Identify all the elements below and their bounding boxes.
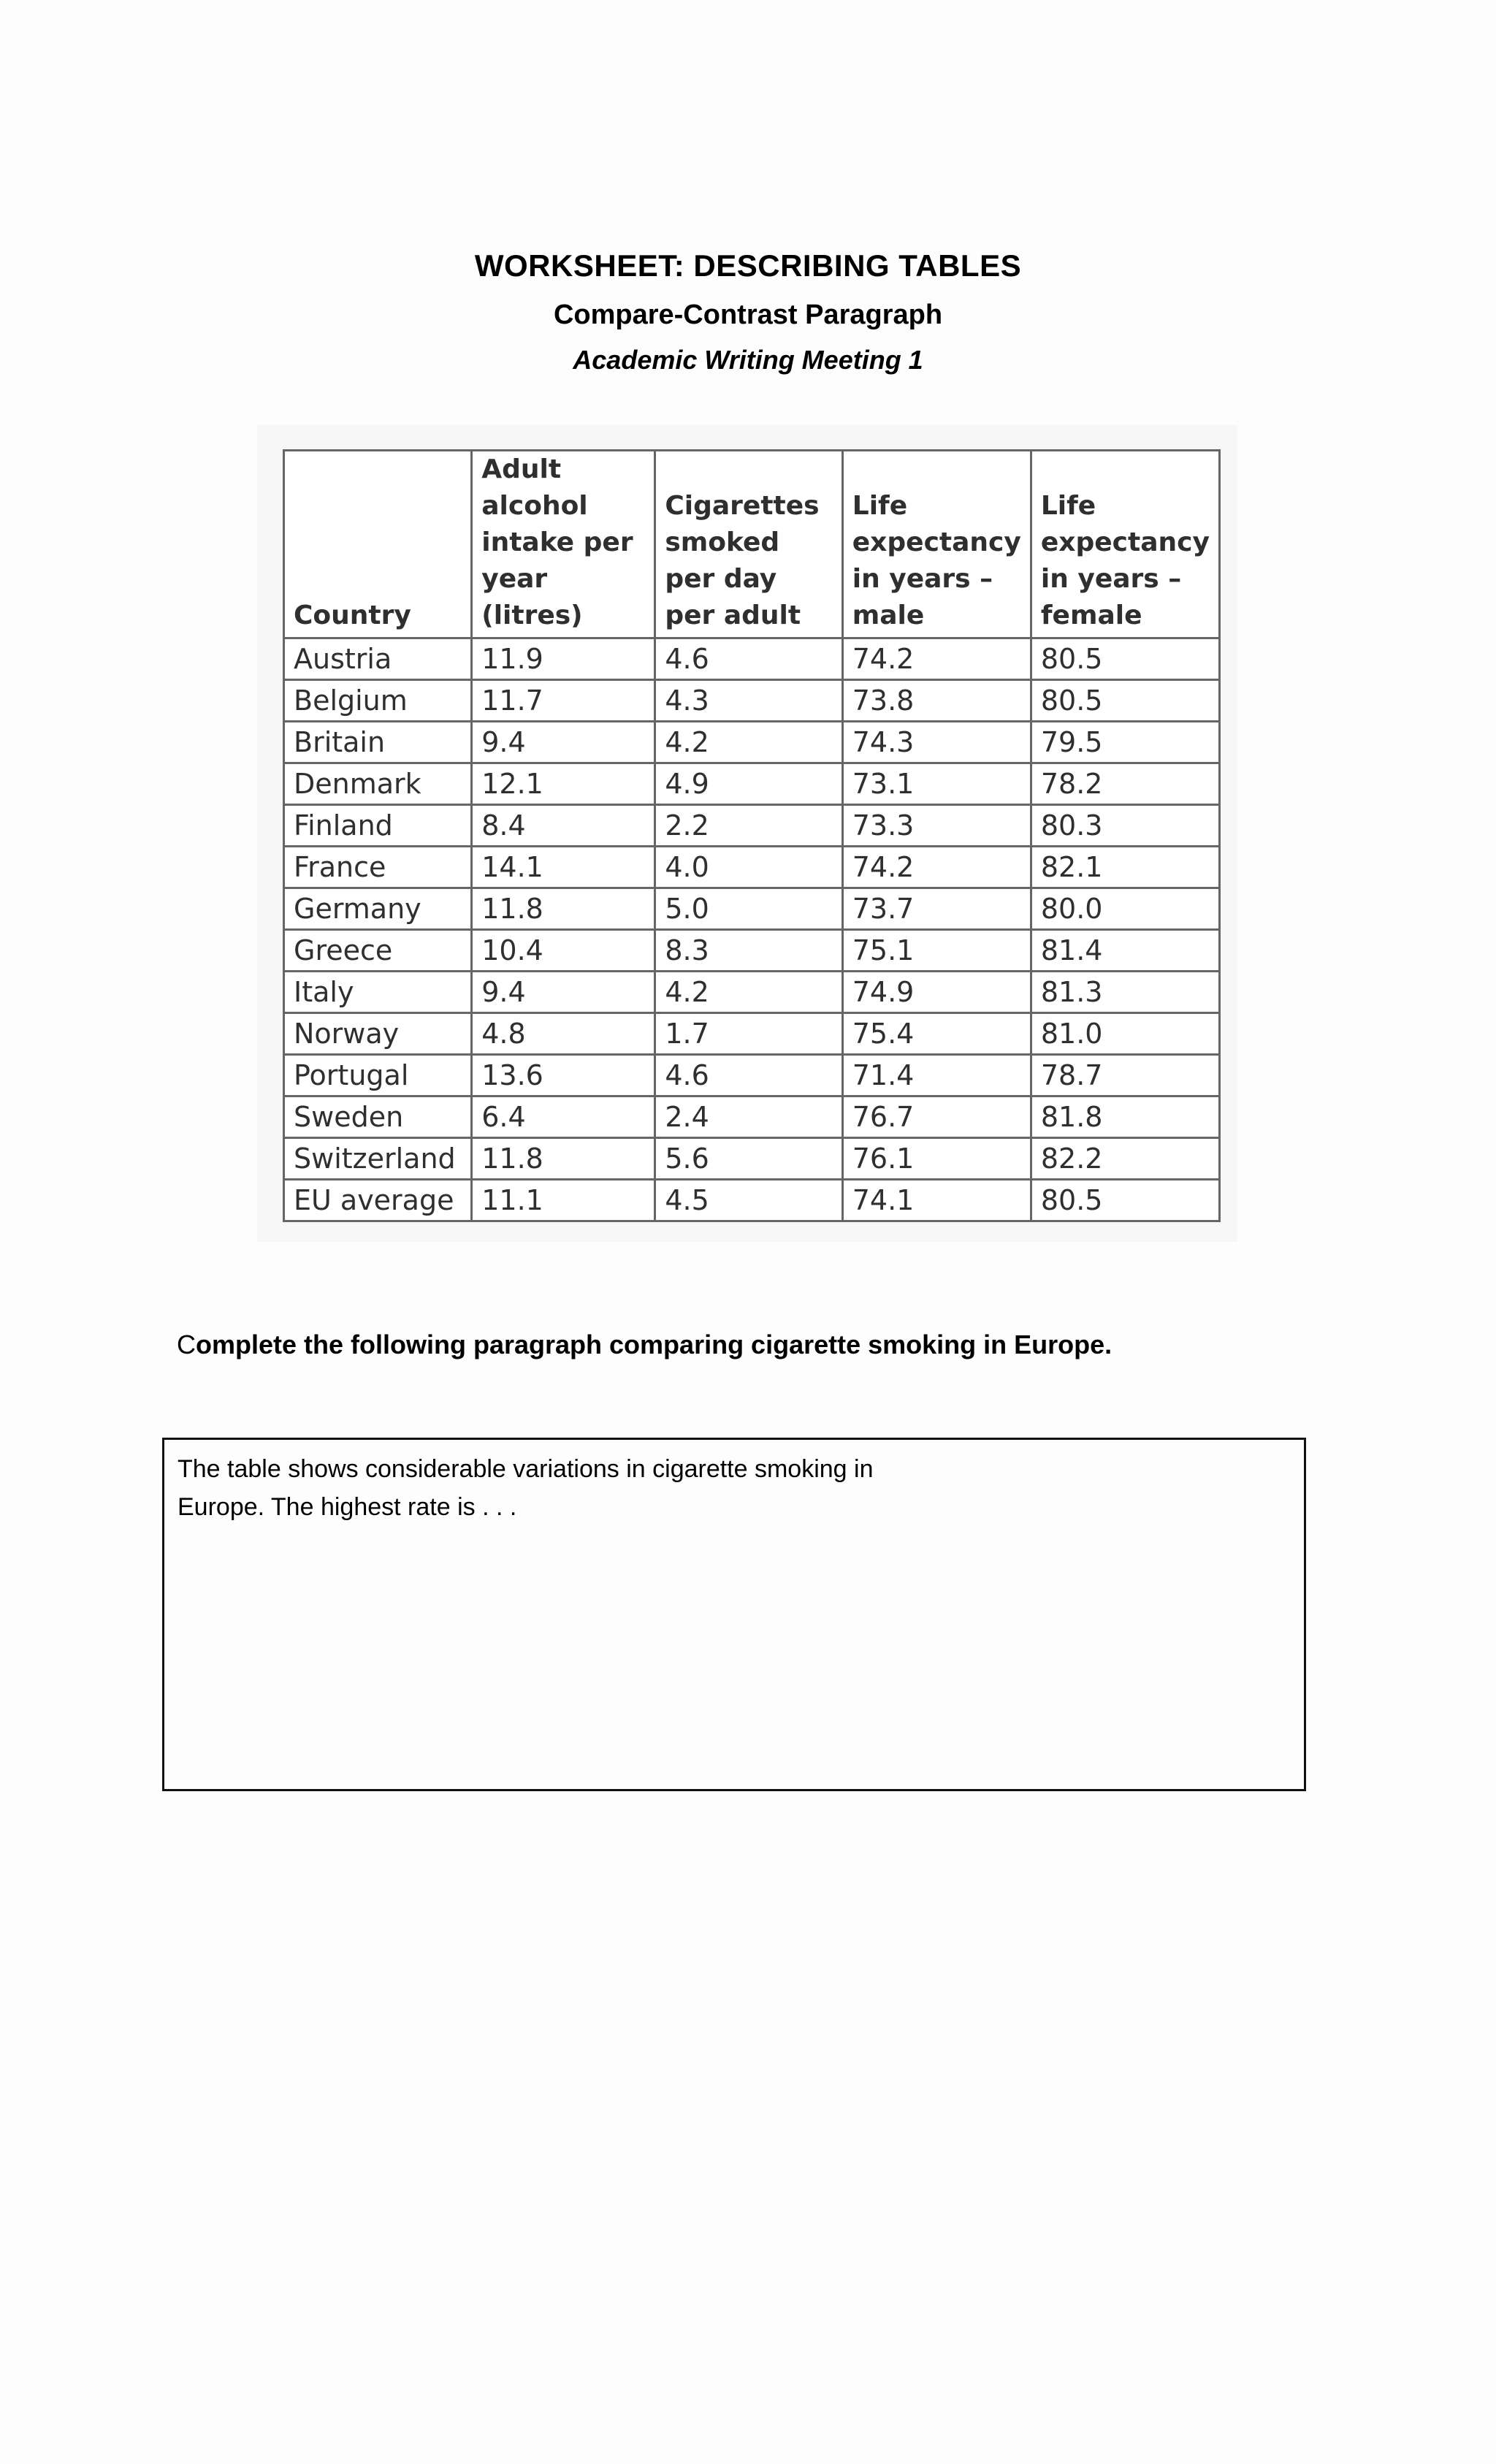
table-row — [284, 1096, 1220, 1138]
table-row — [284, 847, 1220, 888]
cell-country: France — [284, 847, 472, 888]
cell-country: Belgium — [284, 680, 472, 722]
cell-country: Italy — [284, 972, 472, 1013]
cell-life-male: 73.7 — [842, 888, 1031, 930]
table-row — [284, 722, 1220, 763]
cell-life-male: 73.8 — [842, 680, 1031, 722]
cell-country: Germany — [284, 888, 472, 930]
cell-life-female: 78.7 — [1031, 1055, 1219, 1096]
cell-cigarettes: 4.5 — [655, 1180, 842, 1221]
cell-cigarettes: 2.4 — [655, 1096, 842, 1138]
cell-alcohol: 12.1 — [472, 763, 655, 805]
cell-country: Sweden — [284, 1096, 472, 1138]
column-header-life-female: Life expectancy in years – female — [1031, 451, 1219, 638]
cell-life-male: 76.1 — [842, 1138, 1031, 1180]
table-row — [284, 805, 1220, 847]
cell-life-male: 73.3 — [842, 805, 1031, 847]
cell-country: Greece — [284, 930, 472, 972]
cell-life-male: 73.1 — [842, 763, 1031, 805]
cell-cigarettes: 4.3 — [655, 680, 842, 722]
cell-country: Austria — [284, 638, 472, 680]
cell-life-male: 74.1 — [842, 1180, 1031, 1221]
cell-cigarettes: 4.9 — [655, 763, 842, 805]
cell-cigarettes: 4.2 — [655, 722, 842, 763]
cell-cigarettes: 2.2 — [655, 805, 842, 847]
cell-country: Finland — [284, 805, 472, 847]
table-row — [284, 1055, 1220, 1096]
cell-life-male: 71.4 — [842, 1055, 1031, 1096]
cell-cigarettes: 5.6 — [655, 1138, 842, 1180]
cell-life-male: 74.2 — [842, 638, 1031, 680]
instruction-text — [177, 1330, 1112, 1360]
cell-country: EU average — [284, 1180, 472, 1221]
cell-alcohol: 11.7 — [472, 680, 655, 722]
cell-life-female: 81.4 — [1031, 930, 1219, 972]
table-row — [284, 1013, 1220, 1055]
cell-cigarettes: 1.7 — [655, 1013, 842, 1055]
column-header-country: Country — [284, 451, 472, 638]
table-header-row — [284, 451, 1220, 638]
table-row — [284, 888, 1220, 930]
cell-life-female: 82.2 — [1031, 1138, 1219, 1180]
cell-life-female: 81.3 — [1031, 972, 1219, 1013]
cell-life-female: 81.0 — [1031, 1013, 1219, 1055]
cell-life-male: 75.4 — [842, 1013, 1031, 1055]
cell-cigarettes: 4.0 — [655, 847, 842, 888]
cell-cigarettes: 5.0 — [655, 888, 842, 930]
cell-life-female: 79.5 — [1031, 722, 1219, 763]
cell-country: Portugal — [284, 1055, 472, 1096]
cell-life-male: 74.9 — [842, 972, 1031, 1013]
cell-cigarettes: 4.6 — [655, 638, 842, 680]
cell-alcohol: 4.8 — [472, 1013, 655, 1055]
cell-life-male: 74.3 — [842, 722, 1031, 763]
table-row — [284, 1138, 1220, 1180]
cell-country: Denmark — [284, 763, 472, 805]
cell-alcohol: 9.4 — [472, 722, 655, 763]
cell-cigarettes: 4.2 — [655, 972, 842, 1013]
cell-life-female: 80.3 — [1031, 805, 1219, 847]
worksheet-title: WORKSHEET: DESCRIBING TABLES — [474, 248, 1022, 283]
cell-life-male: 75.1 — [842, 930, 1031, 972]
cell-country: Switzerland — [284, 1138, 472, 1180]
cell-alcohol: 13.6 — [472, 1055, 655, 1096]
instruction-first-letter: C — [177, 1330, 196, 1359]
cell-cigarettes: 4.6 — [655, 1055, 842, 1096]
cell-alcohol: 8.4 — [472, 805, 655, 847]
cell-alcohol: 10.4 — [472, 930, 655, 972]
meeting-label: Academic Writing Meeting 1 — [573, 345, 923, 375]
answer-line-1: The table shows considerable variations in cigarette smoking in — [178, 1455, 874, 1483]
cell-alcohol: 9.4 — [472, 972, 655, 1013]
table-body — [284, 638, 1220, 1221]
cell-alcohol: 11.8 — [472, 1138, 655, 1180]
instruction-rest: omplete the following paragraph comparing cigarette smoking in Europe. — [196, 1330, 1113, 1359]
cell-life-female: 80.5 — [1031, 680, 1219, 722]
cell-alcohol: 6.4 — [472, 1096, 655, 1138]
cell-life-female: 78.2 — [1031, 763, 1219, 805]
data-table — [283, 449, 1221, 1222]
answer-line-2: Europe. The highest rate is . . . — [178, 1493, 517, 1521]
cell-life-female: 80.0 — [1031, 888, 1219, 930]
answer-box[interactable] — [162, 1438, 1306, 1791]
table-row — [284, 638, 1220, 680]
cell-life-male: 76.7 — [842, 1096, 1031, 1138]
cell-alcohol: 11.8 — [472, 888, 655, 930]
table-row — [284, 680, 1220, 722]
cell-alcohol: 11.1 — [472, 1180, 655, 1221]
table-row — [284, 1180, 1220, 1221]
table-row — [284, 763, 1220, 805]
column-header-cigarettes: Cigarettes smoked per day per adult — [655, 451, 842, 638]
cell-cigarettes: 8.3 — [655, 930, 842, 972]
column-header-alcohol: Adult alcohol intake per year (litres) — [472, 451, 655, 638]
table-row — [284, 972, 1220, 1013]
cell-life-male: 74.2 — [842, 847, 1031, 888]
worksheet-subtitle: Compare-Contrast Paragraph — [553, 300, 943, 330]
cell-alcohol: 14.1 — [472, 847, 655, 888]
cell-life-female: 80.5 — [1031, 638, 1219, 680]
cell-life-female: 82.1 — [1031, 847, 1219, 888]
table-row — [284, 930, 1220, 972]
cell-life-female: 81.8 — [1031, 1096, 1219, 1138]
cell-country: Norway — [284, 1013, 472, 1055]
cell-country: Britain — [284, 722, 472, 763]
column-header-life-male: Life expectancy in years – male — [842, 451, 1031, 638]
cell-alcohol: 11.9 — [472, 638, 655, 680]
cell-life-female: 80.5 — [1031, 1180, 1219, 1221]
